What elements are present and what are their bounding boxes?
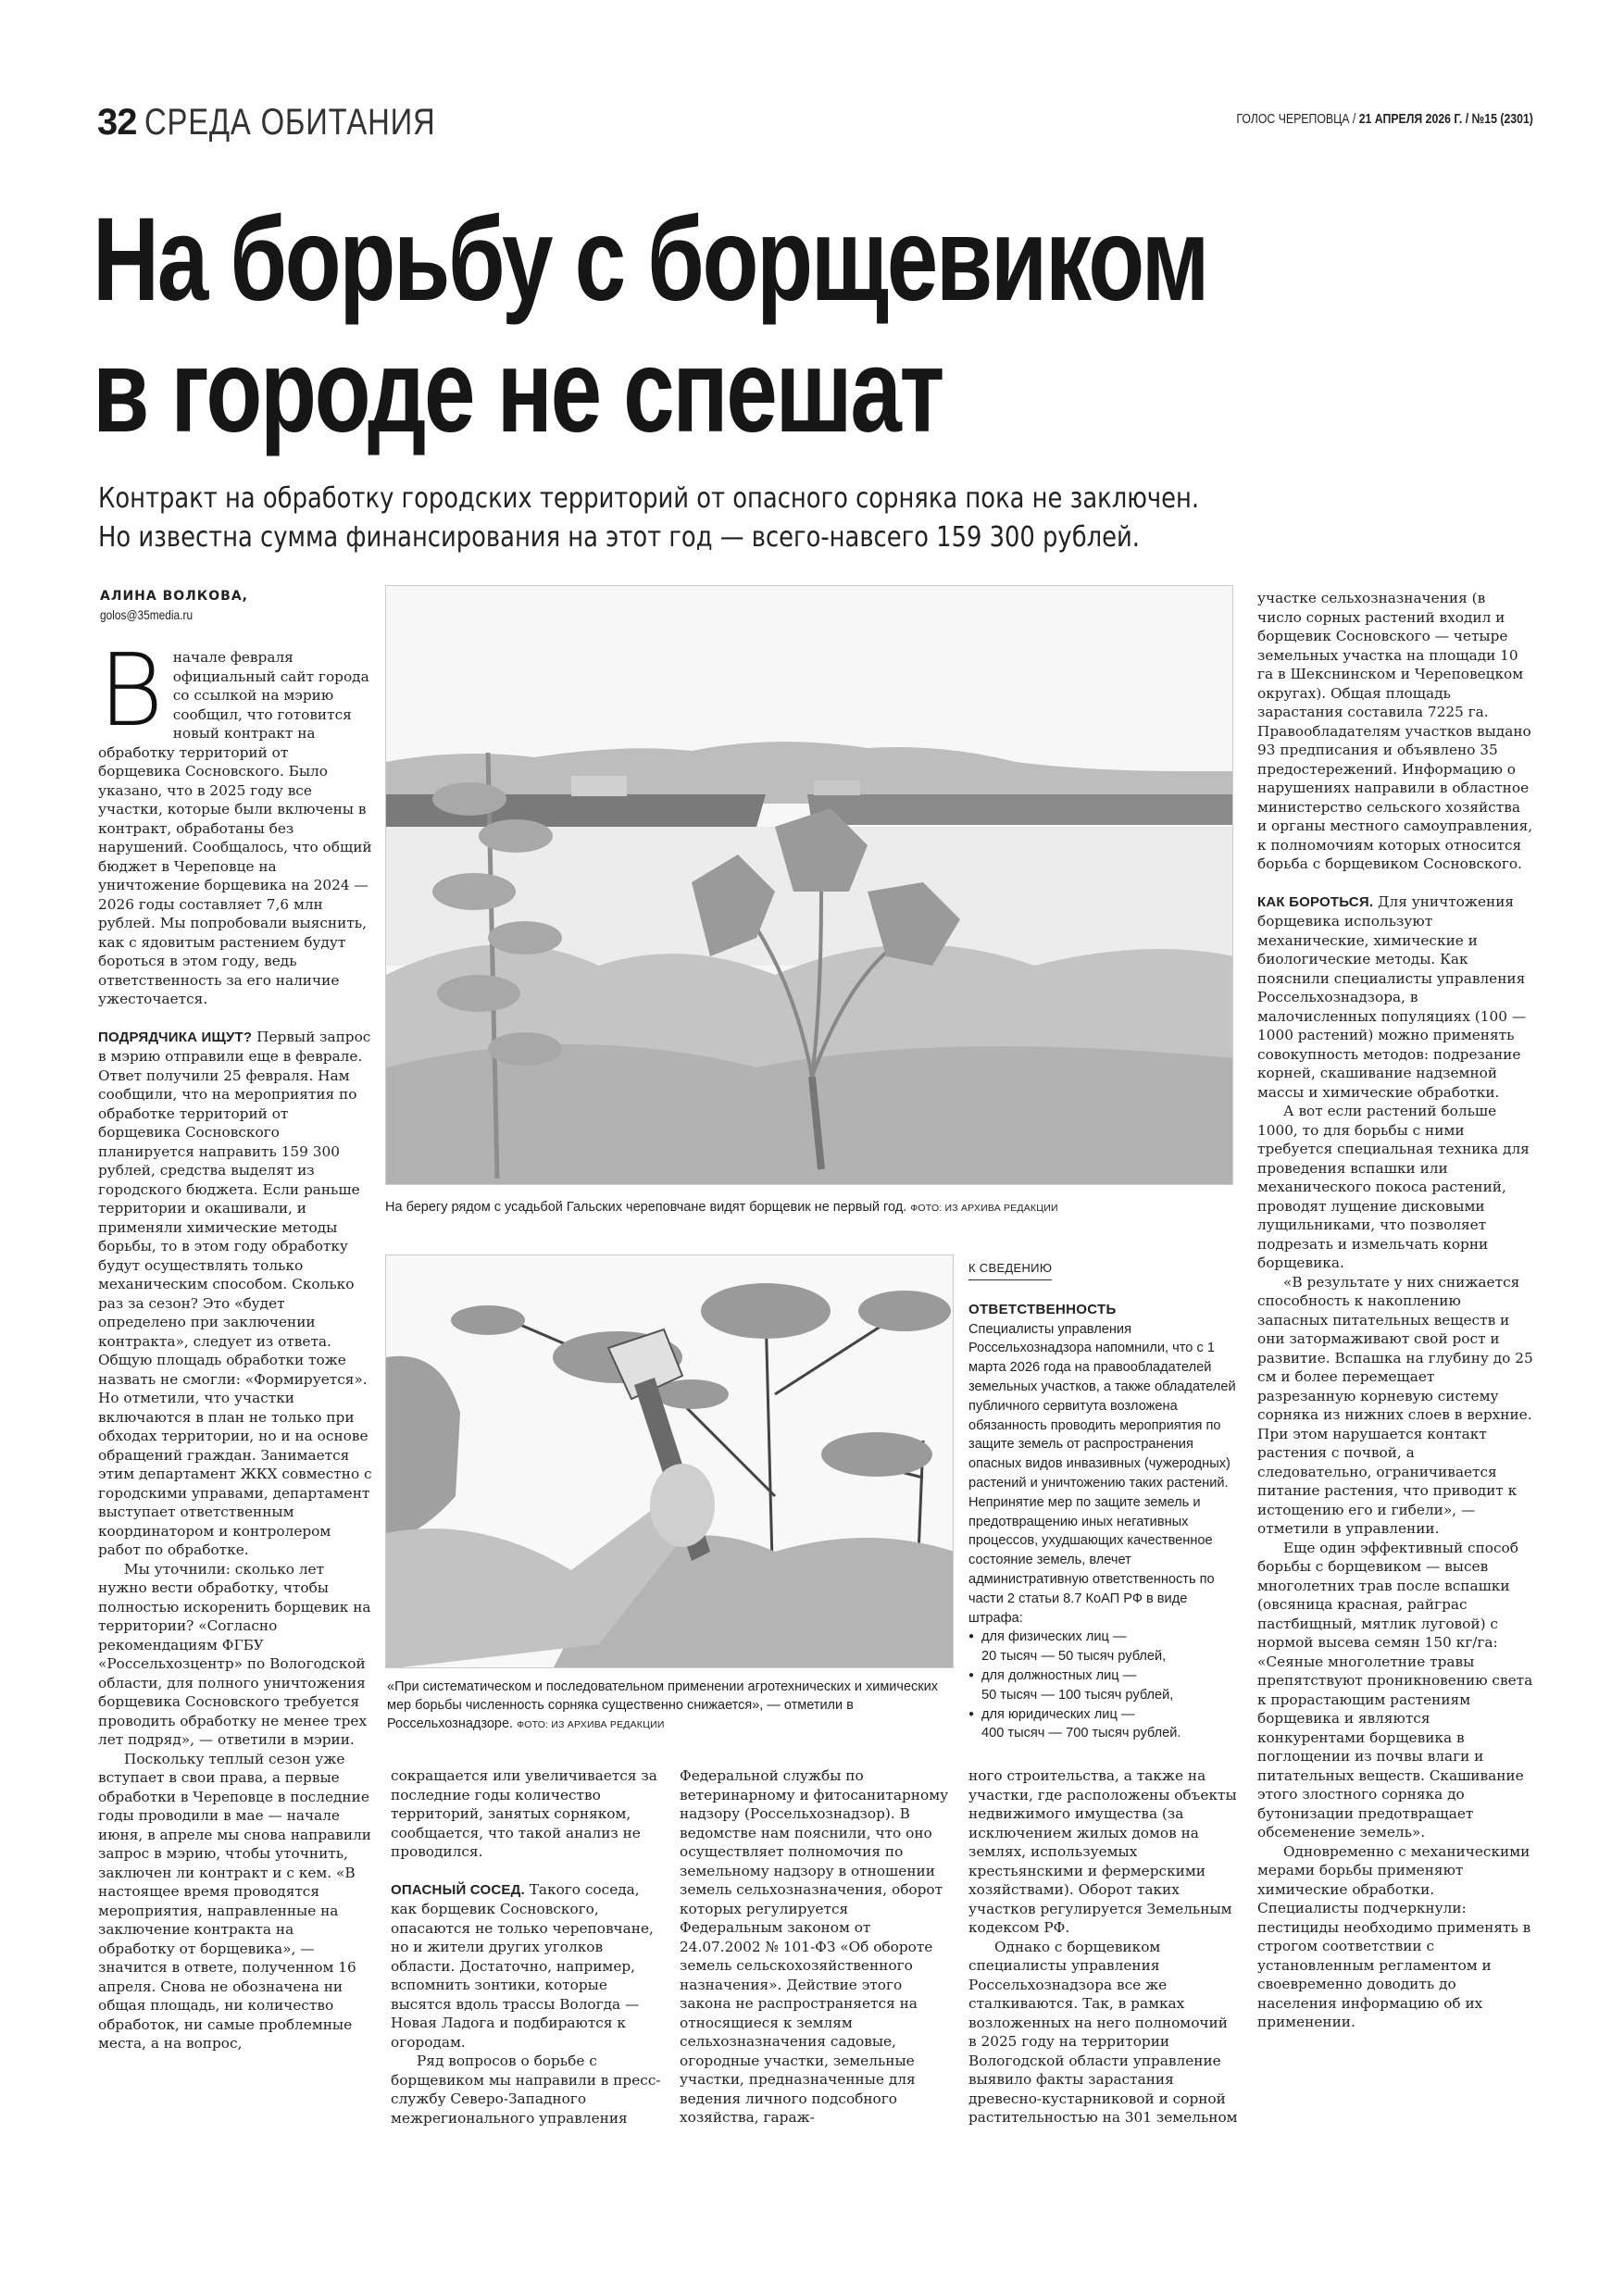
article-headline [93, 194, 1248, 457]
fine-amount: 400 тысяч — 700 тысяч рублей. [981, 1726, 1181, 1741]
author-email[interactable]: golos@35media.ru [100, 607, 194, 622]
issue-date: 21 АПРЕЛЯ 2026 Г. / №15 (2301) [1358, 111, 1533, 127]
author-name: АЛИНА ВОЛКОВА, [100, 589, 248, 604]
paragraph: участке сельхозназначения (в число сорных растений входил и борщевик Сосновского — четыре земельных участка на площади 10 га в Шекснинском и Череповецком округах). Общая площадь зарастания составила 7225 га. Правообладателям участков выдано 93 предписания и объявлено 35 предостережений. Информацию о нарушениях направили в областное министерство сельского хозяйства и органы местного самоуправления, к полномочиям которых относится борьба с борщевиком Сосновского. [1257, 590, 1533, 872]
fines-list [968, 1628, 1237, 1743]
paragraph: Федеральной службы по ветеринарному и фитосанитарному надзору (Россельхознадзор). В ведомстве нам пояснили, что оно осуществляет полномочия по земельному надзору в отношении земель сельхозназначения, оборот которых регулируется Федеральным законом от 24.07.2002 № 101-ФЗ «Об обороте земель сельскохозяйственного назначения». Действие этого закона не распространяется на относящиеся к землям сельхозназначения садовые, огородные участки, земельные участки, предназначенные для ведения личного подсобного хозяйства, гараж- [680, 1767, 949, 2126]
dropcap: В [98, 633, 164, 749]
fine-subject: ● для физических лиц — [981, 1629, 1127, 1645]
headline-line-2: в городе не спешат [93, 325, 943, 457]
paragraph: Ряд вопросов о борьбе с борщевиком мы направили в пресс-службу Северо-Западного межрегионального управления [391, 2053, 661, 2127]
photo-man-with-axe [385, 1254, 954, 1668]
headline-line-1: На борьбу с борщевиком [93, 193, 1208, 326]
paragraph: Поскольку теплый сезон уже вступает в свои права, а первые обработки в Череповце в последние годы проводили в мае — начале июня, в апреле мы снова направили запрос в мэрию, чтобы уточнить, заключен ли контракт и с кем. «В настоящее время проводятся мероприятия, направленные на заключение контракта на обработку от борщевика», — значится в ответе, полученном 16 апреля. Снова не обозначена ни общая площадь, ни количество обработок, ни самые проблемные места, а на вопрос, [98, 1750, 371, 2052]
page-number: 32 [97, 102, 137, 143]
publication-info [1236, 111, 1533, 127]
lead-line-1: Контракт на обработку городских территорий от опасного сорняка пока не заключен. [98, 482, 1200, 515]
subhead-how-to-fight: КАК БОРОТЬСЯ. [1257, 893, 1374, 910]
subhead-dangerous-neighbor: ОПАСНЫЙ СОСЕД. [391, 1881, 525, 1898]
subhead-contractor: ПОДРЯДЧИКА ИЩУТ? [98, 1029, 253, 1045]
fine-subject: ● для должностных лиц — [981, 1667, 1137, 1683]
paragraph: Еще один эффективный способ борьбы с борщевиком — высев многолетних трав после вспашки (овсяница красная, райграс пастбищный, мятлик луговой) с нормой высева семян 150 кг/га: «Сеяные многолетние травы препятствуют проникновению света к прорастающим растениям борщевика и являются конкурентами борщевика в поглощении из почвы влаги и питательных веществ. Скашивание этого злостного сорняка до бутонизации предотвращает обсеменение земель». [1257, 1539, 1533, 1841]
info-box-title: ОТВЕТСТВЕННОСТЬ [968, 1301, 1117, 1317]
article-column-3 [680, 1766, 950, 2128]
paragraph: Такого соседа, как борщевик Сосновского, опасаются не только череповчане, но и жители других уголков области. Достаточно, например, вспомнить зонтики, которые высятся вдоль трассы Вологда — Новая Ладога и подбираются к огородам. [391, 1880, 654, 2051]
paragraph: Однако с борщевиком специалисты управления Россельхознадзора все же сталкиваются. Так, в рамках возложенных на него полномочий в 2025 году на территории Вологодской области управление выявило факты зарастания древесно-кустарниковой и сорной растительностью на 301 земельном [968, 1938, 1238, 2126]
photo-riverbank-hogweed [385, 585, 1233, 1185]
photo-credit: ФОТО: ИЗ АРХИВА РЕДАКЦИИ [517, 1719, 665, 1730]
info-box-kicker: К СВЕДЕНИЮ [968, 1259, 1052, 1280]
paragraph: начале февраля официальный сайт города со ссылкой на мэрию сообщил, что готовится новый контракт на обработку территорий от борщевика Сосновского. Было указано, что в 2025 году все участки, которые были включены в контракт, обработаны без нарушений. Сообщалось, что общий бюджет в Череповце на уничтожение борщевика на 2024 — 2026 годы составляет 7,6 млн рублей. Мы попробовали выяснить, как с ядовитым растением будут бороться в этом году, ведь ответственность за его наличие ужесточается. [98, 649, 372, 1007]
paragraph: Для уничтожения борщевика используют механические, химические и биологические методы. Как пояснили специалисты управления Россельхознадзора, в малочисленных популяциях (100 — 1000 растений) можно применять совокупность методов: подрезание корней, скашивание надземной массы и химические обработки. [1257, 892, 1527, 1101]
article-column-2 [391, 1766, 665, 2128]
fine-item [968, 1666, 1237, 1705]
article-column-1 [98, 633, 372, 2053]
byline [100, 587, 248, 625]
paragraph: Первый запрос в мэрию отправили еще в феврале. Ответ получили 25 февраля. Нам сообщили, что на мероприятия по обработке территорий от борщевика Сосновского планируется направить 159 300 рублей, средства выделят из городского бюджета. Если раньше территории и окашивали, и применяли химические методы борьбы, то в этом году обработку будут осуществлять только механическим способом. Сколько раз за сезон? Это «будет определено при заключении контракта», следует из ответа. Общую площадь обработки тоже назвать не смогли: «Формируется». Но отметили, что участки включаются в план не только при обходах территории, но и на основе обращений граждан. Занимается этим департамент ЖКХ совместно с городскими управами, департамент выступает ответственным координатором и контролером работ по обработке. [98, 1028, 372, 1558]
publication-name: ГОЛОС ЧЕРЕПОВЦА / [1236, 111, 1359, 127]
article-lead [98, 480, 1199, 557]
fine-amount: 50 тысяч — 100 тысяч рублей, [981, 1687, 1174, 1703]
page-header-left [97, 102, 499, 144]
paragraph: Одновременно с механическими мерами борьбы применяют химические обработки. Специалисты подчеркнули: пестициды необходимо применять в строгом соответствии с установленным регламентом и своевременно доводить до населения информацию об их применении. [1257, 1842, 1531, 2030]
photo-credit: ФОТО: ИЗ АРХИВА РЕДАКЦИИ [910, 1203, 1058, 1214]
fine-item [968, 1705, 1237, 1744]
lead-line-2: Но известна сумма финансирования на этот год — всего-навсего 159 300 рублей. [98, 521, 1140, 554]
fine-item [968, 1628, 1237, 1666]
section-title: СРЕДА ОБИТАНИЯ [144, 102, 436, 143]
photo-caption-1 [385, 1198, 1246, 1217]
paragraph: А вот если растений больше 1000, то для борьбы с ними требуется специальная техника для проведения вспашки или механического покоса растений, проводят лущение дисковыми лущильниками, что позволяет подрезать и измельчать корни борщевика. [1257, 1103, 1530, 1271]
paragraph: ного строительства, а также на участки, где расположены объекты недвижимого имущества (за исключением жилых домов на землях, используемых крестьянскими и фермерскими хозяйствами). Оборот таких участков регулируется Земельным кодексом РФ. [968, 1767, 1237, 1936]
caption-text: «При систематическом и последовательном применении агротехнических и химических мер борьбы численность сорняка существенно снижается», — отметили в Россельхознадзоре. [387, 1679, 938, 1731]
article-column-5 [1257, 589, 1533, 2032]
riverbank-image [386, 586, 1233, 1185]
info-box-responsibility [968, 1259, 1237, 1743]
article-column-4 [968, 1766, 1239, 2128]
info-box-paragraph: Специалисты управления Россельхознадзора напомнили, что с 1 марта 2026 года на правообладателей земельных участков, а также обладателей публичного сервитута возложена обязанность проводить мероприятия по защите земель от распространения опасных видов инвазивных (чужеродных) растений и уничтожению таких растений. [968, 1321, 1236, 1491]
paragraph: сокращается или увеличивается за последние годы количество территорий, занятых сорняком, сообщается, что такой анализ не проводился. [391, 1767, 657, 1860]
caption-text: На берегу рядом с усадьбой Гальских череповчане видят борщевик не первый год. [385, 1200, 911, 1215]
man-axe-image [386, 1255, 954, 1668]
paragraph: Мы уточнили: сколько лет нужно вести обработку, чтобы полностью искоренить борщевик на территории? «Согласно рекомендациям ФГБУ «Россельхозцентр» по Вологодской области, для полного уничтожения борщевика Сосновского требуется проводить обработку не менее трех лет подряд», — ответили в мэрии. [98, 1560, 371, 1748]
paragraph: «В результате у них снижается способность к накоплению запасных питательных веществ и они затормаживают свой рост и развитие. Вспашка на глубину до 25 см и более перемещает разрезанную корневую систему сорняка из нижних слоев в верхние. При этом нарушается контакт растения с почвой, а следовательно, ограничивается питание растения, что приводит к истощению его и гибели», — отметили в управлении. [1257, 1273, 1533, 1537]
photo-caption-2 [387, 1678, 954, 1734]
fine-amount: 20 тысяч — 50 тысяч рублей, [981, 1649, 1167, 1665]
fine-subject: ● для юридических лиц — [981, 1706, 1135, 1722]
info-box-paragraph: Непринятие мер по защите земель и предотвращению иных негативных процессов, ухудшающих качественное состояние земель, влечет административную ответственность по части 2 статьи 8.7 КоАП РФ в виде штрафа: [968, 1494, 1215, 1626]
